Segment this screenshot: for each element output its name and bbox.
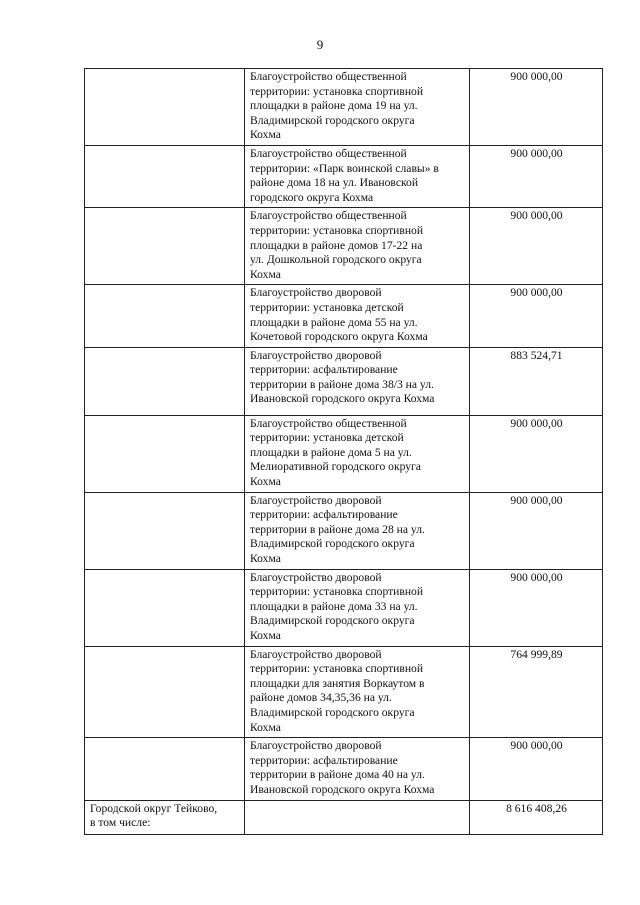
amount-cell: 900 000,00: [470, 285, 603, 347]
table-row: [85, 69, 603, 146]
project-cell: Благоустройство дворовой территории: асфальтирование территории в районе дома 38/3 на ул. Ивановской городского округа Кохма: [245, 347, 470, 415]
table-row: [85, 208, 603, 285]
project-cell: Благоустройство общественной территории: «Парк воинской славы» в районе дома 18 на ул. Ивановской городского округа Кохма: [245, 145, 470, 207]
amount-cell: 883 524,71: [470, 347, 603, 415]
municipality-cell: [85, 69, 245, 146]
table-row: [85, 145, 603, 207]
table-row: [85, 492, 603, 569]
municipality-cell: [85, 646, 245, 738]
municipality-cell: [85, 145, 245, 207]
municipality-cell: [85, 569, 245, 646]
project-cell: [245, 800, 470, 834]
table-row: [85, 800, 603, 834]
table-row: [85, 285, 603, 347]
project-cell: Благоустройство общественной территории: установка спортивной площадки в районе дома 19 на ул. Владимирской городского округа Кохма: [245, 69, 470, 146]
page-number: 9: [316, 37, 324, 52]
project-cell: Благоустройство дворовой территории: асфальтирование территории в районе дома 40 на ул. Ивановской городского округа Кохма: [245, 738, 470, 800]
municipality-cell: [85, 415, 245, 492]
project-cell: Благоустройство дворовой территории: установка спортивной площадки для занятия Воркаутом в районе домов 34,35,36 на ул. Владимирской городского округа Кохма: [245, 646, 470, 738]
project-cell: Благоустройство дворовой территории: асфальтирование территории в районе дома 28 на ул. Владимирской городского округа Кохма: [245, 492, 470, 569]
municipality-cell: [85, 738, 245, 800]
amount-cell: 900 000,00: [470, 569, 603, 646]
table-row: [85, 646, 603, 738]
municipality-cell: Городской округ Тейково, в том числе:: [85, 800, 245, 834]
project-cell: Благоустройство общественной территории: установка спортивной площадки в районе домов 17-22 на ул. Дошкольной городского округа Кохма: [245, 208, 470, 285]
municipality-cell: [85, 208, 245, 285]
amount-cell: 900 000,00: [470, 208, 603, 285]
amount-cell: 8 616 408,26: [470, 800, 603, 834]
amount-cell: 900 000,00: [470, 69, 603, 146]
municipality-cell: [85, 347, 245, 415]
project-cell: Благоустройство общественной территории: установка детской площадки в районе дома 5 на ул. Мелиоративной городского округа Кохма: [245, 415, 470, 492]
municipality-cell: [85, 492, 245, 569]
municipality-cell: [85, 285, 245, 347]
amount-cell: 900 000,00: [470, 492, 603, 569]
amount-cell: 764 999,89: [470, 646, 603, 738]
project-cell: Благоустройство дворовой территории: установка детской площадки в районе дома 55 на ул. Кочетовой городского округа Кохма: [245, 285, 470, 347]
table-row: [85, 347, 603, 415]
table-row: [85, 415, 603, 492]
amount-cell: 900 000,00: [470, 145, 603, 207]
budget-table: [84, 68, 603, 835]
table-row: [85, 738, 603, 800]
amount-cell: 900 000,00: [470, 415, 603, 492]
amount-cell: 900 000,00: [470, 738, 603, 800]
table-row: [85, 569, 603, 646]
project-cell: Благоустройство дворовой территории: установка спортивной площадки в районе дома 33 на ул. Владимирской городского округа Кохма: [245, 569, 470, 646]
